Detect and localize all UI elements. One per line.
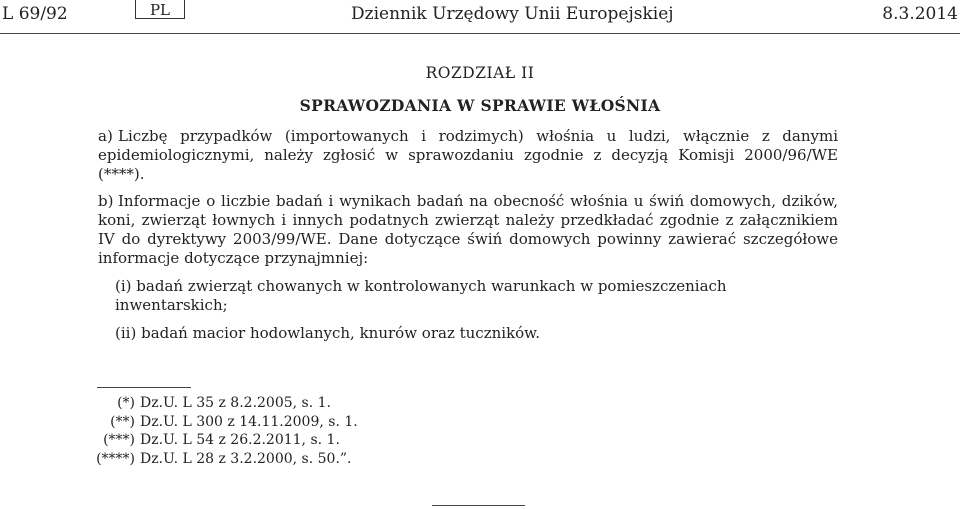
- publication-date: 8.3.2014: [882, 4, 958, 24]
- footnote-marker: (***): [103, 432, 135, 448]
- footnote-marker: (*): [117, 395, 135, 411]
- paragraph-text: Informacje o liczbie badań i wynikach badań na obecność włośnia u świń domowych, dzików, koni, zwierząt łownych i innych podatnych zwierząt należy przedkładać zgodnie z załącznikiem IV do dyrektywy 2003/99/WE. Dane dotyczące świń domowych powinny zawierać szczegółowe informacje dotyczące przynajmniej:: [98, 192, 838, 267]
- paragraph-a: [98, 127, 838, 184]
- header-divider: [0, 33, 960, 34]
- paragraph-text: Liczbę przypadków (importowanych i rodzimych) włośnia u ludzi, włącznie z danymi epidemiologicznymi, należy zgłosić w sprawozdaniu zgodnie z decyzją Komisji 2000/96/WE (****).: [98, 127, 838, 183]
- page-reference: L 69/92: [2, 4, 68, 24]
- paragraph-marker: a): [98, 127, 113, 145]
- chapter-title: ROZDZIAŁ II: [425, 64, 535, 82]
- footnote-2: [95, 413, 358, 432]
- footnote-marker: (****): [96, 451, 135, 467]
- sub-item-text: badań zwierząt chowanych w kontrolowanych warunkach w pomieszczeniach inwentarskich;: [115, 277, 727, 314]
- sub-item-marker: (ii): [115, 324, 137, 342]
- footnote-text: Dz.U. L 54 z 26.2.2011, s. 1.: [140, 432, 340, 448]
- footnote-divider: [97, 387, 191, 388]
- footnote-1: [95, 394, 331, 413]
- footnote-3: [95, 431, 340, 450]
- end-divider: [432, 505, 525, 506]
- footnote-text: Dz.U. L 300 z 14.11.2009, s. 1.: [140, 414, 358, 430]
- journal-title: Dziennik Urzędowy Unii Europejskiej: [351, 4, 674, 24]
- sub-item-marker: (i): [115, 277, 132, 295]
- paragraph-marker: b): [98, 192, 114, 210]
- sub-item-ii: [115, 324, 835, 343]
- language-badge: PL: [135, 0, 185, 19]
- paragraph-b: [98, 192, 838, 268]
- footnote-text: Dz.U. L 28 z 3.2.2000, s. 50.”.: [140, 451, 352, 467]
- sub-item-text: badań macior hodowlanych, knurów oraz tuczników.: [141, 324, 541, 342]
- footnote-text: Dz.U. L 35 z 8.2.2005, s. 1.: [140, 395, 331, 411]
- footnote-marker: (**): [110, 414, 135, 430]
- sub-item-i: [115, 277, 835, 315]
- footnote-4: [95, 450, 352, 469]
- section-heading: SPRAWOZDANIA W SPRAWIE WŁOŚNIA: [299, 96, 661, 115]
